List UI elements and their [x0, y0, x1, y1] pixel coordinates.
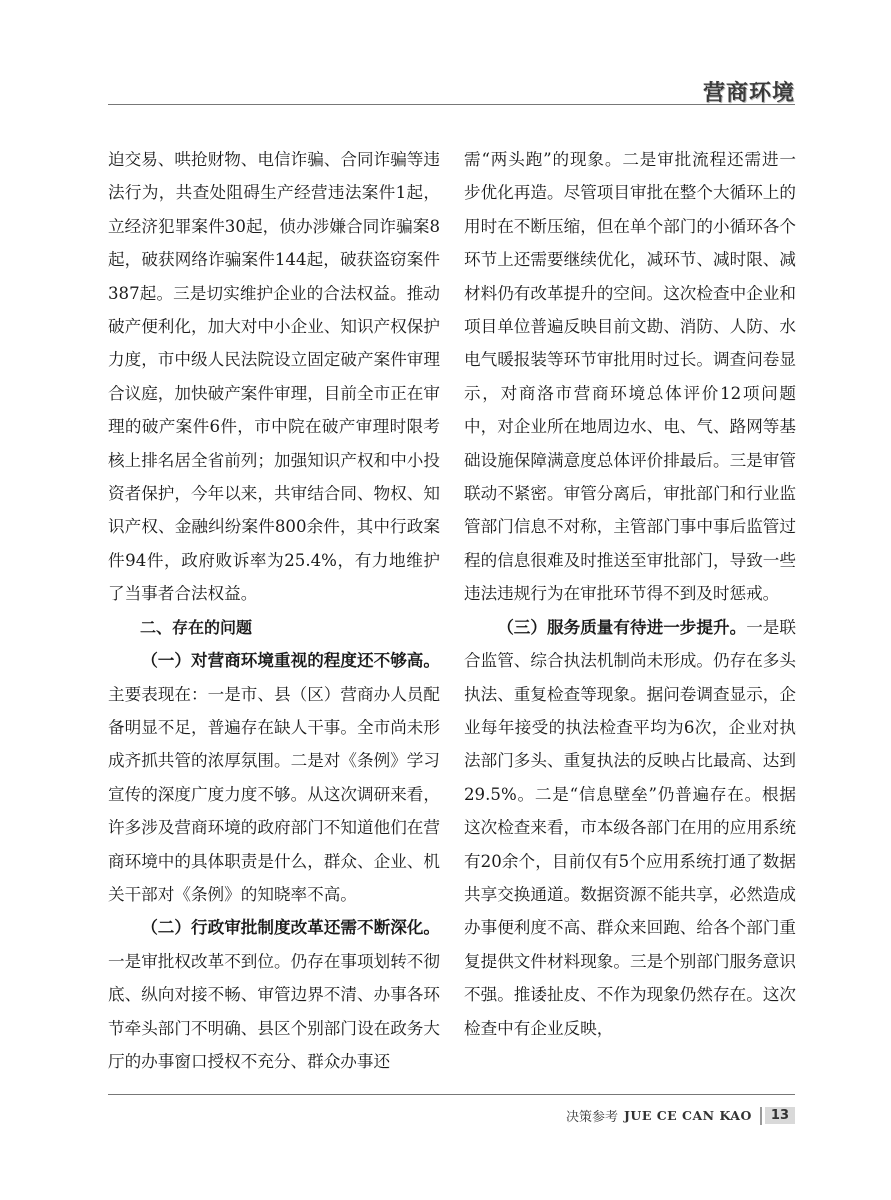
page-footer: [566, 1106, 795, 1125]
paragraph-text: 主要表现在：一是市、县（区）营商办人员配备明显不足，普遍存在缺人干事。全市尚未形成齐抓共管的浓厚氛围。二是对《条例》学习宣传的深度广度力度不够。从这次调研来看，许多涉及营商环境的政府部门不知道他们在营商环境中的具体职责是什么，群众、企业、机关干部对《条例》的知晓率不高。: [108, 684, 440, 904]
header-divider: [108, 104, 795, 105]
paragraph: 迫交易、哄抢财物、电信诈骗、合同诈骗等违法行为，共查处阻碍生产经营违法案件1起，立经济犯罪案件30起，侦办涉嫌合同诈骗案8起，破获网络诈骗案件144起，破获盗窃案件387起。三是切实维护企业的合法权益。推动破产便利化，加大对中小企业、知识产权保护力度，市中级人民法院设立固定破产案件审理合议庭，加快破产案件审理，目前全市正在审理的破产案件6件，市中院在破产审理时限考核上排名居全省前列；加强知识产权和中小投资者保护，今年以来，共审结合同、物权、知识产权、金融纠纷案件800余件，其中行政案件94件，政府败诉率为25.4%，有力地维护了当事者合法权益。: [108, 150, 440, 604]
paragraph: [108, 644, 440, 911]
left-column: [108, 143, 440, 1078]
section-title: 营商环境: [702, 81, 795, 106]
page-number: 13: [765, 1107, 795, 1124]
subsection-title: （二）行政审批制度改革还需不断深化。: [141, 918, 440, 938]
paragraph-text: 一是审批权改革不到位。仍存在事项划转不彻底、纵向对接不畅、审管边界不清、办事各环节牵头部门不明确、县区个别部门设在政务大厅的办事窗口授权不充分、群众办事还: [108, 951, 440, 1071]
right-column: [464, 143, 796, 1045]
footer-divider: [108, 1094, 795, 1095]
subsection-title: （一）对营商环境重视的程度还不够高。: [141, 651, 440, 671]
paragraph: [464, 611, 796, 1045]
journal-name-cn: 决策参考: [565, 1110, 618, 1125]
footer-separator: [760, 1107, 762, 1125]
paragraph: [108, 911, 440, 1078]
subsection-title: （三）服务质量有待进一步提升。: [497, 617, 747, 637]
section-heading: 二、存在的问题: [140, 617, 253, 637]
paragraph-text: 一是联合监管、综合执法机制尚未形成。仍存在多头执法、重复检查等现象。据问卷调查显示，企业每年接受的执法检查平均为6次，企业对执法部门多头、重复执法的反映占比最高、达到29.5%。二是“信息壁垒”仍普遍存在。根据这次检查来看，市本级各部门在用的应用系统有20余个，目前仅有5个应用系统打通了数据共享交换通道。数据资源不能共享，必然造成办事便利度不高、群众来回跑、给各个部门重复提供文件材料现象。三是个别部门服务意识不强。推诿扯皮、不作为现象仍然存在。这次检查中有企业反映，: [464, 617, 796, 1038]
paragraph: 需“两头跑”的现象。二是审批流程还需进一步优化再造。尽管项目审批在整个大循环上的用时在不断压缩，但在单个部门的小循环各个环节上还需要继续优化，减环节、减时限、减材料仍有改革提升的空间。这次检查中企业和项目单位普遍反映目前文勘、消防、人防、水电气暖报装等环节审批用时过长。调查问卷显示，对商洛市营商环境总体评价12项问题中，对企业所在地周边水、电、气、路网等基础设施保障满意度总体评价排最后。三是审管联动不紧密。审管分离后，审批部门和行业监管部门信息不对称，主管部门事中事后监管过程的信息很难及时推送至审批部门，导致一些违法违规行为在审批环节得不到及时惩戒。: [464, 150, 796, 604]
journal-name-en: JUE CE CAN KAO: [624, 1108, 752, 1123]
